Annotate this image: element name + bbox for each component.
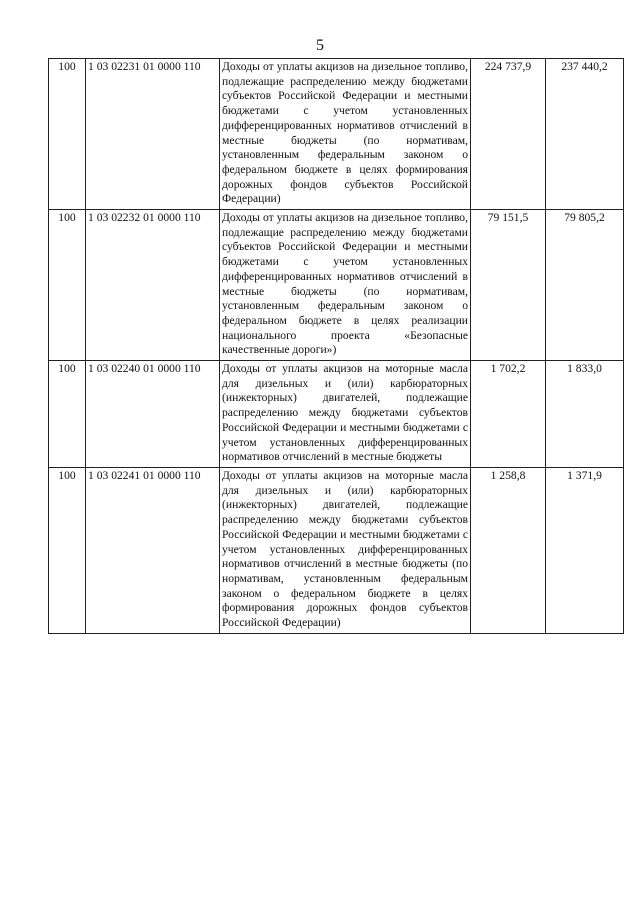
budget-classification-code-cell: 1 03 02231 01 0000 110	[86, 59, 220, 210]
budget-classification-code-cell: 1 03 02241 01 0000 110	[86, 467, 220, 633]
revenue-description-cell: Доходы от уплаты акцизов на дизельное топливо, подлежащие распределению между бюджетами субъектов Российской Федерации и местными бюджетами с учетом установленных дифференцированных нормативов отчислений в местные бюджеты (по нормативам, установленным федеральным законом о федеральном бюджете в целях реализации национального проекта «Безопасные качественные дороги»)	[220, 210, 471, 361]
administrator-code-cell: 100	[49, 210, 86, 361]
revenue-description-cell: Доходы от уплаты акцизов на моторные масла для дизельных и (или) карбюраторных (инжекторных) двигателей, подлежащие распределению между бюджетами субъектов Российской Федерации и местными бюджетами с учетом установленных дифференцированных нормативов отчислений в местные бюджеты (по нормативам, установленным федеральным законом о федеральном бюджете в целях формирования дорожных фондов субъектов Российской Федерации)	[220, 467, 471, 633]
table-row	[49, 361, 624, 468]
amount-year-2-cell: 1 833,0	[546, 361, 624, 468]
page-number: 5	[316, 37, 324, 54]
amount-year-1-cell: 1 702,2	[471, 361, 546, 468]
amount-year-1-cell: 1 258,8	[471, 467, 546, 633]
budget-revenue-table	[48, 58, 624, 634]
amount-year-1-cell: 224 737,9	[471, 59, 546, 210]
amount-year-2-cell: 1 371,9	[546, 467, 624, 633]
amount-year-2-cell: 79 805,2	[546, 210, 624, 361]
budget-classification-code-cell: 1 03 02240 01 0000 110	[86, 361, 220, 468]
table-row	[49, 210, 624, 361]
administrator-code-cell: 100	[49, 59, 86, 210]
administrator-code-cell: 100	[49, 467, 86, 633]
table-row	[49, 59, 624, 210]
amount-year-1-cell: 79 151,5	[471, 210, 546, 361]
revenue-description-cell: Доходы от уплаты акцизов на моторные масла для дизельных и (или) карбюраторных (инжекторных) двигателей, подлежащие распределению между бюджетами субъектов Российской Федерации и местными бюджетами с учетом установленных дифференцированных нормативов отчислений в местные бюджеты	[220, 361, 471, 468]
table-row	[49, 467, 624, 633]
administrator-code-cell: 100	[49, 361, 86, 468]
revenue-description-cell: Доходы от уплаты акцизов на дизельное топливо, подлежащие распределению между бюджетами субъектов Российской Федерации и местными бюджетами с учетом установленных дифференцированных нормативов отчислений в местные бюджеты (по нормативам, установленным федеральным законом о федеральном бюджете в целях формирования дорожных фондов субъектов Российской Федерации)	[220, 59, 471, 210]
amount-year-2-cell: 237 440,2	[546, 59, 624, 210]
budget-classification-code-cell: 1 03 02232 01 0000 110	[86, 210, 220, 361]
